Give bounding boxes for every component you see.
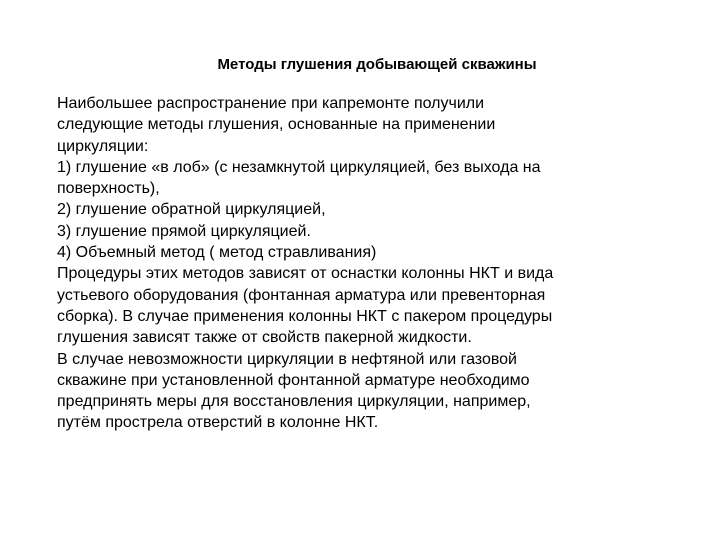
body-line: Процедуры этих методов зависят от оснастки колонны НКТ и вида [57, 265, 554, 283]
body-line: сборка). В случае применения колонны НКТ с пакером процедуры [57, 307, 553, 325]
body-line: В случае невозможности циркуляции в нефтяной или газовой [57, 350, 517, 368]
body-line: циркуляции: [57, 137, 149, 155]
body-line: 3) глушение прямой циркуляцией. [57, 222, 311, 240]
body-line: следующие методы глушения, основанные на применении [57, 116, 496, 134]
body-line: 2) глушение обратной циркуляцией, [57, 201, 326, 219]
body-line: 4) Объемный метод ( метод стравливания) [57, 244, 377, 262]
body-line: предпринять меры для восстановления циркуляции, например, [57, 393, 531, 411]
body-line: устьевого оборудования (фонтанная арматура или превенторная [57, 286, 546, 304]
body-line: Наибольшее распространение при капремонте получили [57, 95, 485, 112]
slide-body-text [57, 93, 667, 434]
slide-title: Методы глушения добывающей скважины [217, 56, 537, 73]
body-line: глушения зависят также от свойств пакерной жидкости. [57, 329, 472, 347]
body-line: путём прострела отверстий в колонне НКТ. [57, 414, 379, 432]
body-line: 1) глушение «в лоб» (с незамкнутой циркуляцией, без выхода на [57, 158, 541, 176]
body-line: поверхность), [57, 180, 160, 198]
body-line: скважине при установленной фонтанной арматуре необходимо [57, 371, 530, 389]
